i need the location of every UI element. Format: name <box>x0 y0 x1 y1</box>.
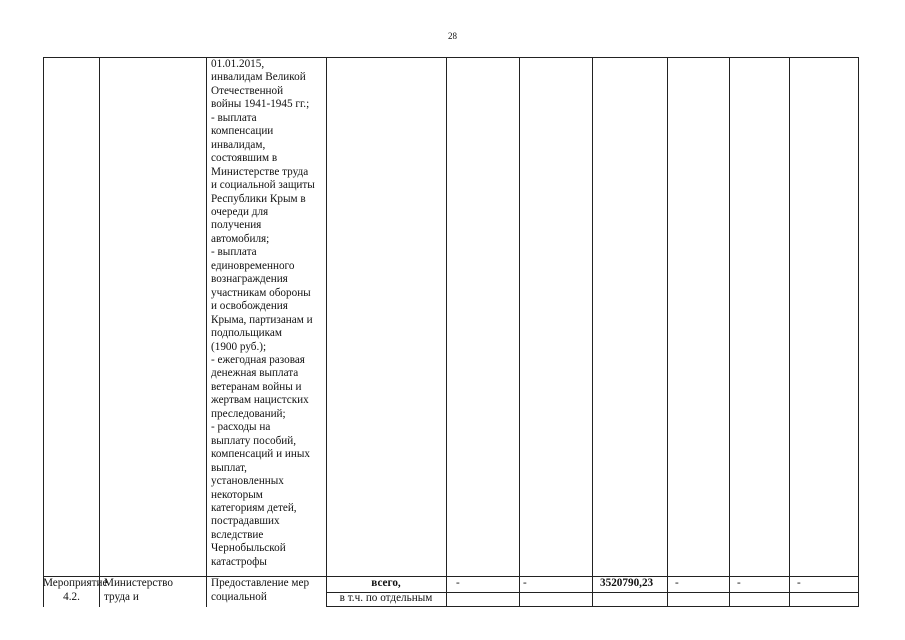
measure-code-label: Мероприятие <box>43 577 108 589</box>
funding-source-total: всего, <box>371 577 401 589</box>
col-border <box>519 57 520 607</box>
value-cell: - <box>675 577 679 589</box>
page-number: 28 <box>448 31 457 41</box>
table-top-border <box>43 57 859 58</box>
measure-name-line-2: социальной <box>211 591 267 603</box>
value-cell: - <box>456 577 460 589</box>
col-border <box>667 57 668 607</box>
col-border <box>99 57 100 607</box>
measure-name-line-1: Предоставление мер <box>211 577 310 589</box>
value-cell: - <box>797 577 801 589</box>
col-border <box>206 57 207 607</box>
executor-line-1: Министерство <box>104 577 173 589</box>
measure-code-number: 4.2. <box>63 591 80 603</box>
value-cell: - <box>523 577 527 589</box>
col-border <box>43 57 44 607</box>
value-cell: 3520790,23 <box>600 577 654 589</box>
value-cell: - <box>737 577 741 589</box>
col-border <box>446 57 447 607</box>
executor-line-2: труда и <box>104 591 139 603</box>
col-border <box>858 57 859 607</box>
funding-source-sub: в т.ч. по отдельным <box>339 592 433 604</box>
col-border <box>326 57 327 607</box>
col-border <box>789 57 790 607</box>
col-border <box>729 57 730 607</box>
measure-description-continuation: 01.01.2015, инвалидам Великой Отечественной войны 1941-1945 гг.; - выплата компенсации инвалидам, состоявшим в Министерстве труда и социальной защиты Республики Крым в очереди для получения автомобиля; - выплата единовременного вознаграждения участникам обороны и освобождения Крыма, партизанам и подпольщикам (1900 руб.); - ежегодная разовая денежная выплата ветеранам войны и жертвам нацистских преследований; - расходы на выплату пособий, компенсаций и иных выплат, установленных некоторым категориям детей, пострадавших вследствие Чернобыльской катастрофы <box>211 58 315 568</box>
col-border <box>592 57 593 607</box>
